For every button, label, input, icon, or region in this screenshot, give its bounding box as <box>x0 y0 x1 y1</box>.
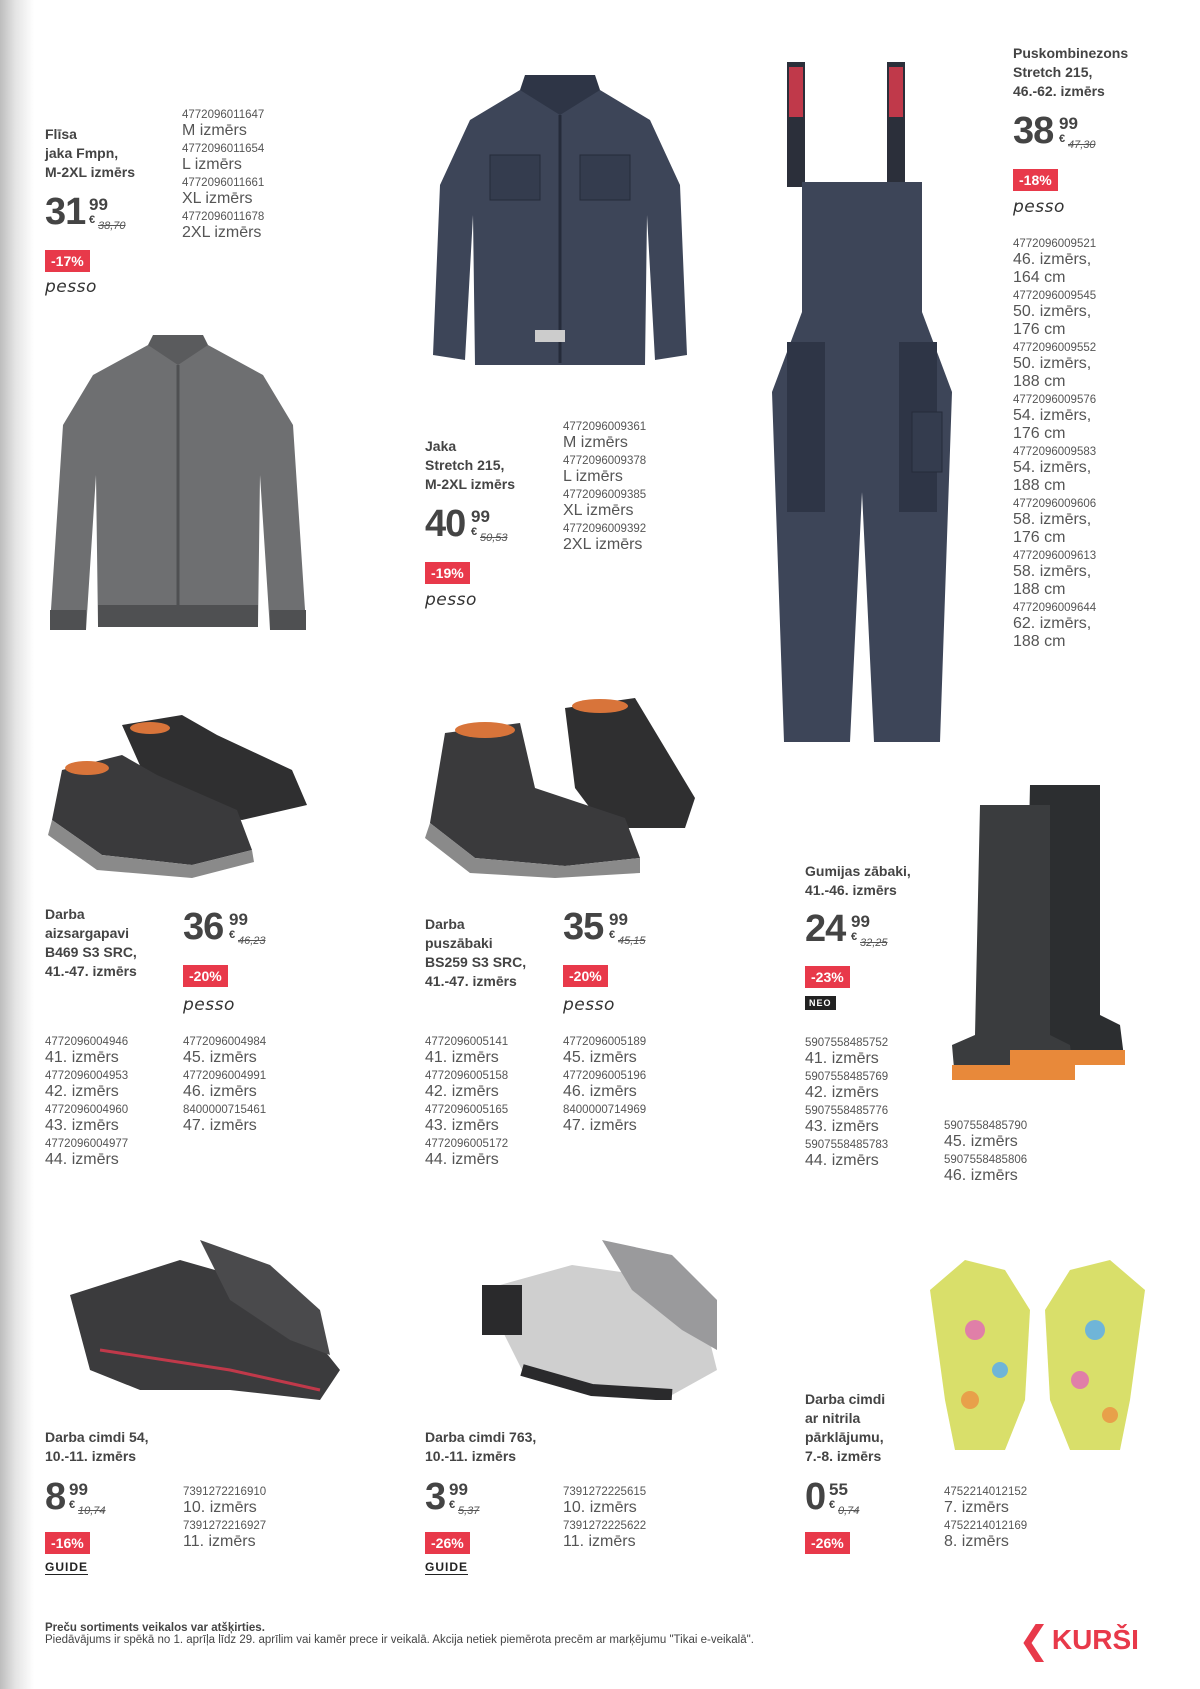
price-cents: 99 <box>89 195 108 214</box>
price-gumijas <box>805 908 888 954</box>
barcode: 4772096011661 <box>182 177 265 189</box>
barcode: 4772096009552 <box>1013 342 1097 354</box>
sku-item <box>1013 341 1153 391</box>
sku-item <box>425 1103 565 1135</box>
currency: € <box>829 1499 836 1511</box>
barcode: 5907558485783 <box>805 1139 889 1151</box>
sku-item <box>563 522 703 554</box>
discount-badge: -16% <box>45 1532 90 1554</box>
size-label: 47. izmērs <box>183 1117 257 1134</box>
barcode: 4772096004984 <box>183 1036 267 1048</box>
barcode: 7391272216910 <box>183 1486 267 1498</box>
barcode: 4772096005189 <box>563 1036 647 1048</box>
brand-logo: pesso <box>425 590 477 610</box>
currency: € <box>69 1499 76 1511</box>
product-name-flisa: Flīsa jaka Fmpn, M-2XL izmērs <box>45 126 135 180</box>
price-euros: 35 <box>563 906 604 948</box>
size-label: 42. izmērs <box>805 1084 879 1101</box>
size-label: 44. izmērs <box>45 1151 119 1168</box>
size-label: 42. izmērs <box>425 1083 499 1100</box>
bib-overalls-image <box>762 62 962 742</box>
size-label: 41. izmērs <box>805 1050 879 1067</box>
discount-badge: -26% <box>805 1532 850 1554</box>
sku-item <box>944 1519 1084 1551</box>
price-cents: 99 <box>609 910 628 929</box>
size-label: 42. izmērs <box>45 1083 119 1100</box>
sku-item <box>563 488 703 520</box>
barcode: 4772096011647 <box>182 109 265 121</box>
price-puszabaki <box>563 906 646 952</box>
barcode: 4772096009545 <box>1013 290 1097 302</box>
price-cents: 99 <box>229 910 248 929</box>
size-label: XL izmērs <box>182 190 253 207</box>
brand-logo: GUIDE <box>45 1560 89 1574</box>
discount-badge: -20% <box>183 965 228 987</box>
size-label: 50. izmērs, 176 cm <box>1013 303 1092 338</box>
size-label: 50. izmērs, 188 cm <box>1013 355 1092 390</box>
discount-badge: -17% <box>45 250 90 272</box>
sku-item <box>183 1485 323 1517</box>
sku-item <box>45 1035 185 1067</box>
barcode: 4772096009378 <box>563 455 647 467</box>
price-cimdi763 <box>425 1476 480 1522</box>
currency: € <box>1059 133 1066 145</box>
size-label: 46. izmērs <box>944 1167 1018 1184</box>
price-euros: 0 <box>805 1476 826 1518</box>
product-name-apavi: Darba aizsargapavi B469 S3 SRC, 41.-47. izmērs <box>45 906 137 979</box>
barcode: 4772096009361 <box>563 421 647 433</box>
product-name-cimdinitr: Darba cimdi ar nitrila pārklājumu, 7.-8. izmērs <box>805 1391 886 1464</box>
barcode: 4772096005165 <box>425 1104 509 1116</box>
sku-list-col2 <box>944 1119 1084 1187</box>
product-name-cimdi763: Darba cimdi 763, 10.-11. izmērs <box>425 1429 537 1464</box>
sku-item <box>944 1485 1084 1517</box>
sku-item <box>944 1119 1084 1151</box>
product-name-puszabaki: Darba puszābaki BS259 S3 SRC, 41.-47. izmērs <box>425 916 527 989</box>
old-price: 32,25 <box>860 937 888 949</box>
sku-item <box>425 1069 565 1101</box>
size-label: 45. izmērs <box>563 1049 637 1066</box>
size-label: 43. izmērs <box>425 1117 499 1134</box>
size-label: 10. izmērs <box>183 1499 257 1516</box>
k-logo-icon: ❮ <box>1018 1618 1050 1662</box>
sku-item <box>563 1519 703 1551</box>
size-label: 54. izmērs, 188 cm <box>1013 459 1092 494</box>
old-price: 5,37 <box>458 1505 480 1517</box>
price-jaka <box>425 503 508 549</box>
size-label: 46. izmērs <box>183 1083 257 1100</box>
size-label: L izmērs <box>182 156 242 173</box>
size-label: 2XL izmērs <box>182 224 262 241</box>
work-jacket-image <box>425 75 695 375</box>
size-label: 45. izmērs <box>183 1049 257 1066</box>
barcode: 4772096005196 <box>563 1070 647 1082</box>
sku-list <box>944 1485 1084 1553</box>
product-name-cimdi54: Darba cimdi 54, 10.-11. izmērs <box>45 1429 149 1464</box>
price-euros: 38 <box>1013 110 1054 152</box>
discount-badge: -19% <box>425 562 470 584</box>
size-label: 62. izmērs, 188 cm <box>1013 615 1092 650</box>
barcode: 4752214012169 <box>944 1520 1028 1532</box>
kursi-logo <box>1018 1620 1139 1660</box>
sku-item <box>1013 393 1153 443</box>
barcode: 4772096004953 <box>45 1070 129 1082</box>
size-label: 58. izmērs, 188 cm <box>1013 563 1092 598</box>
barcode: 4772096009385 <box>563 489 647 501</box>
currency: € <box>449 1499 456 1511</box>
product-name-jaka: Jaka Stretch 215, M-2XL izmērs <box>425 438 515 492</box>
size-label: XL izmērs <box>563 502 634 519</box>
size-label: 41. izmērs <box>425 1049 499 1066</box>
size-label: 46. izmērs <box>563 1083 637 1100</box>
sku-item <box>45 1103 185 1135</box>
currency: € <box>851 931 858 943</box>
price-apavi <box>183 906 266 952</box>
sku-item <box>1013 497 1153 547</box>
barcode: 4772096005141 <box>425 1036 509 1048</box>
sku-item <box>1013 237 1153 287</box>
rubber-boots-image <box>950 775 1165 1085</box>
sku-item <box>563 1069 703 1101</box>
discount-badge: -23% <box>805 966 850 988</box>
barcode: 7391272225622 <box>563 1520 647 1532</box>
old-price: 0,74 <box>838 1505 860 1517</box>
sku-item <box>563 1103 703 1135</box>
sku-item <box>45 1069 185 1101</box>
barcode: 4772096009606 <box>1013 498 1097 510</box>
logo-text: KURŠI <box>1051 1624 1139 1655</box>
barcode: 4772096009392 <box>563 523 647 535</box>
barcode: 4772096011654 <box>182 143 265 155</box>
size-label: 45. izmērs <box>944 1133 1018 1150</box>
barcode: 4772096009521 <box>1013 238 1097 250</box>
size-label: 8. izmērs <box>944 1533 1009 1550</box>
barcode: 4772096005158 <box>425 1070 509 1082</box>
barcode: 8400000715461 <box>183 1104 267 1116</box>
sku-list-col1 <box>425 1035 565 1171</box>
barcode: 4772096004946 <box>45 1036 129 1048</box>
old-price: 10,74 <box>78 1505 106 1517</box>
size-label: 47. izmērs <box>563 1117 637 1134</box>
size-label: M izmērs <box>182 122 247 139</box>
page-edge-shadow <box>0 0 34 1689</box>
sku-list <box>182 108 322 244</box>
brand-logo: pesso <box>563 995 615 1015</box>
barcode: 7391272216927 <box>183 1520 267 1532</box>
sku-item <box>182 210 322 242</box>
currency: € <box>471 526 478 538</box>
size-label: M izmērs <box>563 434 628 451</box>
brand-logo: pesso <box>183 995 235 1015</box>
size-label: 11. izmērs <box>563 1533 636 1550</box>
currency: € <box>229 929 236 941</box>
sku-item <box>182 176 322 208</box>
sku-item <box>563 1485 703 1517</box>
sku-item <box>805 1036 945 1068</box>
sku-item <box>563 1035 703 1067</box>
barcode: 5907558485790 <box>944 1120 1028 1132</box>
currency: € <box>609 929 616 941</box>
old-price: 46,23 <box>238 935 266 947</box>
footer-line-2: Piedāvājums ir spēkā no 1. aprīļa līdz 29. aprīlim vai kamēr prece ir veikalā. Akcija netiek piemērota precēm ar marķējumu "Tikai e-veikalā". <box>45 1634 754 1646</box>
discount-badge: -26% <box>425 1532 470 1554</box>
price-euros: 40 <box>425 503 466 545</box>
size-label: 58. izmērs, 176 cm <box>1013 511 1092 546</box>
safety-shoes-image <box>42 710 312 880</box>
brand-logo: pesso <box>45 277 97 297</box>
sku-item <box>425 1035 565 1067</box>
size-label: 46. izmērs, 164 cm <box>1013 251 1092 286</box>
barcode: 4752214012152 <box>944 1486 1028 1498</box>
sku-item <box>805 1104 945 1136</box>
sku-list-col1 <box>805 1036 945 1172</box>
size-label: 11. izmērs <box>183 1533 256 1550</box>
size-label: 43. izmērs <box>805 1118 879 1135</box>
sku-item <box>183 1035 323 1067</box>
discount-badge: -18% <box>1013 169 1058 191</box>
sku-item <box>182 142 322 174</box>
safety-boots-image <box>425 688 695 878</box>
currency: € <box>89 214 96 226</box>
size-label: 43. izmērs <box>45 1117 119 1134</box>
sku-list-col1 <box>45 1035 185 1171</box>
sku-item <box>563 420 703 452</box>
fleece-jacket-image <box>48 335 308 647</box>
barcode: 4772096004991 <box>183 1070 267 1082</box>
sku-list <box>563 1485 703 1553</box>
price-euros: 36 <box>183 906 224 948</box>
price-cimdinitr <box>805 1476 860 1522</box>
sku-item <box>1013 445 1153 495</box>
barcode: 8400000714969 <box>563 1104 647 1116</box>
sku-item <box>805 1070 945 1102</box>
nitrile-gloves-image <box>910 1250 1165 1450</box>
size-label: 7. izmērs <box>944 1499 1009 1516</box>
gloves-763-image <box>482 1240 722 1400</box>
sku-list <box>1013 237 1153 653</box>
sku-item <box>183 1103 323 1135</box>
size-label: 10. izmērs <box>563 1499 637 1516</box>
barcode: 4772096009644 <box>1013 602 1097 614</box>
footer-disclaimer <box>45 1622 754 1646</box>
discount-badge: -20% <box>563 965 608 987</box>
sku-item <box>805 1138 945 1170</box>
barcode: 5907558485752 <box>805 1037 889 1049</box>
sku-item <box>45 1137 185 1169</box>
old-price: 38,70 <box>98 220 126 232</box>
product-name-gumijas: Gumijas zābaki, 41.-46. izmērs <box>805 863 911 898</box>
barcode: 4772096009576 <box>1013 394 1097 406</box>
price-euros: 3 <box>425 1476 446 1518</box>
size-label: 2XL izmērs <box>563 536 643 553</box>
sku-item <box>183 1069 323 1101</box>
barcode: 5907558485806 <box>944 1154 1028 1166</box>
sku-list-col2 <box>563 1035 703 1137</box>
sku-list <box>563 420 703 556</box>
sku-item <box>944 1153 1084 1185</box>
old-price: 50,53 <box>480 532 508 544</box>
price-kombinezons <box>1013 110 1096 156</box>
size-label: 44. izmērs <box>805 1152 879 1169</box>
sku-item <box>425 1137 565 1169</box>
sku-item <box>1013 601 1153 651</box>
price-cimdi54 <box>45 1476 106 1522</box>
brand-logo: GUIDE <box>425 1560 469 1574</box>
size-label: 44. izmērs <box>425 1151 499 1168</box>
size-label: L izmērs <box>563 468 623 485</box>
price-cents: 99 <box>69 1480 88 1499</box>
sku-list <box>183 1485 323 1553</box>
price-cents: 99 <box>1059 114 1078 133</box>
sku-item <box>1013 289 1153 339</box>
gloves-54-image <box>70 1240 340 1410</box>
size-label: 41. izmērs <box>45 1049 119 1066</box>
barcode: 7391272225615 <box>563 1486 647 1498</box>
price-cents: 99 <box>471 507 490 526</box>
price-cents: 99 <box>449 1480 468 1499</box>
sku-item <box>1013 549 1153 599</box>
product-name-kombinezons: Puskombinezons Stretch 215, 46.-62. izmērs <box>1013 45 1129 99</box>
price-euros: 24 <box>805 908 846 950</box>
barcode: 4772096005172 <box>425 1138 509 1150</box>
sku-item <box>563 454 703 486</box>
barcode: 4772096009583 <box>1013 446 1097 458</box>
sku-list-col2 <box>183 1035 323 1137</box>
sku-item <box>183 1519 323 1551</box>
old-price: 47,30 <box>1068 139 1096 151</box>
price-euros: 31 <box>45 191 86 233</box>
barcode: 4772096009613 <box>1013 550 1097 562</box>
brand-logo: NEO <box>805 996 836 1010</box>
barcode: 5907558485769 <box>805 1071 889 1083</box>
price-cents: 99 <box>851 912 870 931</box>
barcode: 4772096011678 <box>182 211 265 223</box>
price-flisa <box>45 191 126 237</box>
price-euros: 8 <box>45 1476 66 1518</box>
brand-logo: pesso <box>1013 197 1065 217</box>
footer-line-1: Preču sortiments veikalos var atšķirties. <box>45 1622 265 1634</box>
size-label: 54. izmērs, 176 cm <box>1013 407 1092 442</box>
old-price: 45,15 <box>618 935 646 947</box>
price-cents: 55 <box>829 1480 848 1499</box>
barcode: 5907558485776 <box>805 1105 889 1117</box>
barcode: 4772096004960 <box>45 1104 129 1116</box>
barcode: 4772096004977 <box>45 1138 129 1150</box>
sku-item <box>182 108 322 140</box>
